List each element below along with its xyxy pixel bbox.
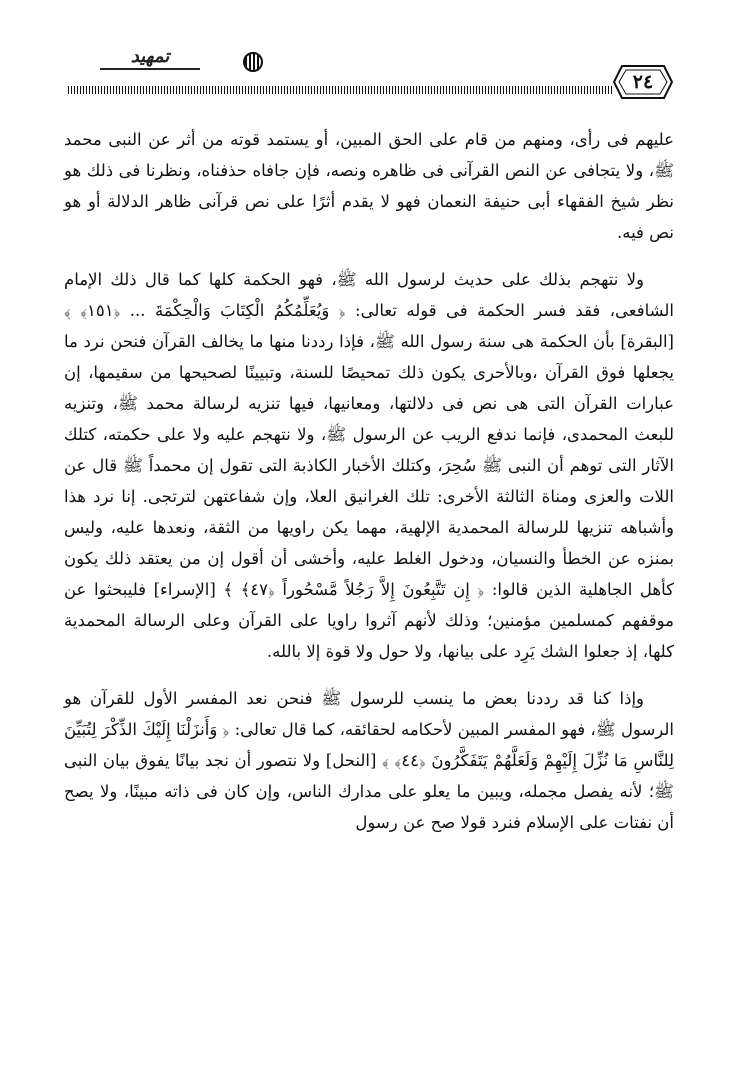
running-title: تمهيد	[130, 46, 170, 67]
paragraph-3: وإذا كنا قد رددنا بعض ما ينسب للرسول ﷺ فنحن نعد المفسر الأول للقرآن هو الرسول ﷺ، فهو المفسر المبين لأحكامه لحقائقه، كما قال تعالى: ﴿ وَأَنزَلْنَا إِلَيْكَ الذِّكْرَ لِتُبَيِّنَ لِلنَّاسِ مَا نُزِّلَ إِلَيْهِمْ وَلَعَلَّهُمْ يَتَفَكَّرُونَ ﴿٤٤﴾ ﴾ [النحل] ولا نتصور أن نجد بيانًا يفوق بيان النبى ﷺ؛ لأنه يفصل مجمله، ويبين ما يعلو على مدارك الناس، وإن كان فى ذاته مبينًا، ولا يصح أن نفتات على الإسلام فنرد قولا صح عن رسول	[64, 689, 674, 832]
page-number: ٢٤	[632, 71, 654, 93]
paragraph-2: ولا نتهجم بذلك على حديث لرسول الله ﷺ، فهو الحكمة كلها كما قال ذلك الإمام الشافعى، فقد فسر الحكمة فى قوله تعالى: ﴿ وَيُعَلِّمُكُمُ الْكِتَابَ وَالْحِكْمَةَ ... ﴿١٥١﴾ ﴾ [البقرة] بأن الحكمة هى سنة رسول الله ﷺ، فإذا رددنا منها ما يخالف القرآن فنحن نرد ما يجعلها فوق القرآن ،وبالأحرى يكون ذلك تمحيصًا للسنة، وتبيينًا لصحيحها من سقيمها، إن عبارات القرآن التى هى نص فى دلالتها، ومعانيها، فيها تنزيه لرسالة محمد ﷺ، وتنزيه للبعث المحمدى، فإنما ندفع الريب عن الرسول ﷺ، ولا نتهجم عليه ولا على حكمته، كتلك الآثار التى توهم أن النبى ﷺ سُحِرَ، وكتلك الأخبار الكاذبة التى تقول إن محمداً ﷺ قال عن اللات والعزى ومناة الثالثة الأخرى: تلك الغرانيق العلا، وإن شفاعتهن لترتجى. إنا نرد هذا وأشباهه تنزيها للرسالة المحمدية الإلهية، مهما يكن راويها من الثقة، ونعدها عليه، وليس بمنزه عن الخطأ والنسيان، ودخول الغلط عليه، وأخشى أن أقول إن من يعتقد ذلك يكون كأهل الجاهلية الذين قالوا: ﴿ إِن تَتَّبِعُونَ إِلاَّ رَجُلاً مَّسْحُوراً ﴿٤٧﴾ ﴾ [الإسراء] فليبحثوا عن موقفهم كمسلمين مؤمنين؛ وذلك لأنهم آثروا راويا على القرآن وعلى الرسالة المحمدية كلها، إذ جعلوا الشك يَرِد على بيانها، ولا حول ولا قوة إلا بالله.	[64, 270, 675, 661]
page-header	[0, 0, 741, 120]
title-underline	[100, 68, 200, 70]
body-text	[64, 124, 674, 854]
page-number-frame	[612, 62, 674, 102]
header-rule	[68, 86, 613, 94]
ornament-icon	[243, 52, 263, 72]
paragraph-1: عليهم فى رأى، ومنهم من قام على الحق المبين، أو يستمد قوته من أثر عن النبى محمد ﷺ، ولا يتجافى عن النص القرآنى فى ظاهره ونصه، فإن جافاه حذفناه، ونظرنا فى ذلك هو نظر شيخ الفقهاء أبى حنيفة النعمان فهو لا يقدم أثرًا على نص قرآنى ظاهر الدلالة أو هو نص فيه.	[64, 130, 674, 242]
